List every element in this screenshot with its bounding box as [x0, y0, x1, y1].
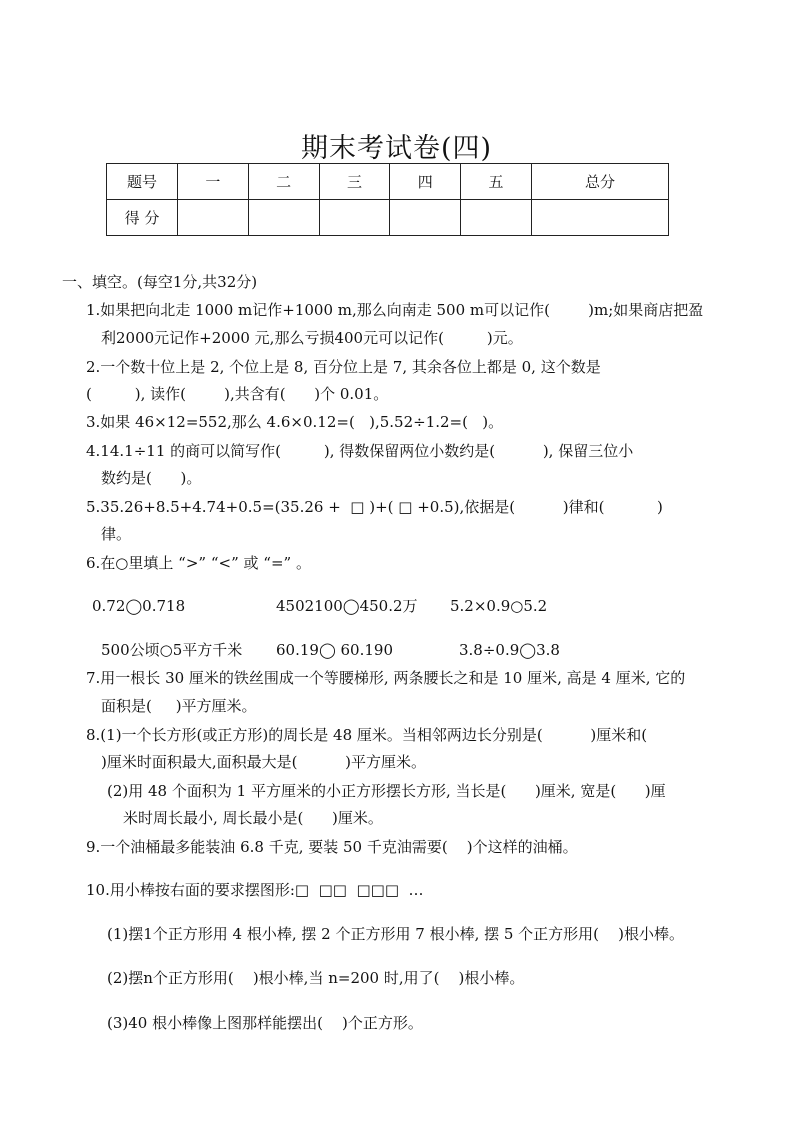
comparison-item: 60.19◯ 60.190: [276, 641, 393, 659]
question-line: 7.用一根长 30 厘米的铁丝围成一个等腰梯形, 两条腰长之和是 10 厘米, 高是 4 厘米, 它的: [86, 669, 686, 687]
score-table: [106, 163, 669, 236]
question-line: 米时周长最小, 周长最小是( )厘米。: [123, 809, 383, 827]
question-line: 9.一个油桶最多能装油 6.8 千克, 要装 50 千克油需要( )个这样的油桶。: [86, 838, 578, 856]
score-cell[interactable]: [319, 200, 390, 236]
question-line: 6.在○里填上 “>” “<” 或 “=” 。: [86, 554, 311, 572]
score-cell[interactable]: [390, 200, 461, 236]
comparison-item: 3.8÷0.9◯3.8: [459, 641, 560, 659]
question-line: 1.如果把向北走 1000 m记作+1000 m,那么向南走 500 m可以记作( )m;如果商店把盈: [86, 301, 704, 319]
table-cell: 题号: [107, 164, 178, 200]
question-line: 利2000元记作+2000 元,那么亏损400元可以记作( )元。: [101, 329, 523, 347]
table-row: [107, 164, 669, 200]
question-line: (2)用 48 个面积为 1 平方厘米的小正方形摆长方形, 当长是( )厘米, 宽是( )厘: [107, 782, 666, 800]
table-cell: 五: [461, 164, 532, 200]
question-line: (3)40 根小棒像上图那样能摆出( )个正方形。: [107, 1014, 423, 1032]
score-cell[interactable]: [461, 200, 532, 236]
question-line: 8.(1)一个长方形(或正方形)的周长是 48 厘米。当相邻两边长分别是( )厘米和(: [86, 726, 648, 744]
question-line: 数约是( )。: [101, 469, 202, 487]
question-line: )厘米时面积最大,面积最大是( )平方厘米。: [101, 753, 427, 771]
table-cell: 四: [390, 164, 461, 200]
question-line: (2)摆n个正方形用( )根小棒,当 n=200 时,用了( )根小棒。: [107, 969, 525, 987]
question-line: 10.用小棒按右面的要求摆图形:□ □□ □□□ …: [86, 881, 424, 899]
comparison-item: 0.72◯0.718: [92, 597, 186, 615]
table-row: [107, 200, 669, 236]
question-line: 面积是( )平方厘米。: [101, 697, 257, 715]
score-cell[interactable]: [531, 200, 668, 236]
question-line: ( ), 读作( ),共含有( )个 0.01。: [86, 385, 389, 403]
score-cell[interactable]: [248, 200, 319, 236]
table-cell: 一: [178, 164, 249, 200]
page-title: 期末考试卷(四): [300, 133, 493, 164]
question-line: (1)摆1个正方形用 4 根小棒, 摆 2 个正方形用 7 根小棒, 摆 5 个正方形用( )根小棒。: [107, 925, 684, 943]
table-cell: 总分: [531, 164, 668, 200]
section-heading: 一、填空。(每空1分,共32分): [62, 273, 258, 291]
question-line: 2.一个数十位上是 2, 个位上是 8, 百分位上是 7, 其余各位上都是 0, 这个数是: [86, 358, 601, 376]
question-line: 4.14.1÷11 的商可以简写作( ), 得数保留两位小数约是( ), 保留三位小: [86, 442, 634, 460]
score-label: 得 分: [107, 200, 178, 236]
table-cell: 三: [319, 164, 390, 200]
table-cell: 二: [248, 164, 319, 200]
comparison-item: 500公顷○5平方千米: [101, 641, 243, 659]
score-cell[interactable]: [178, 200, 249, 236]
question-line: 律。: [101, 525, 132, 543]
comparison-item: 5.2×0.9○5.2: [450, 597, 548, 615]
question-line: 3.如果 46×12=552,那么 4.6×0.12=( ),5.52÷1.2=( )。: [86, 413, 504, 431]
comparison-item: 4502100◯450.2万: [276, 597, 418, 615]
question-line: 5.35.26+8.5+4.74+0.5=(35.26 + □ )+( □ +0.5),依据是( )律和( ): [86, 498, 663, 516]
